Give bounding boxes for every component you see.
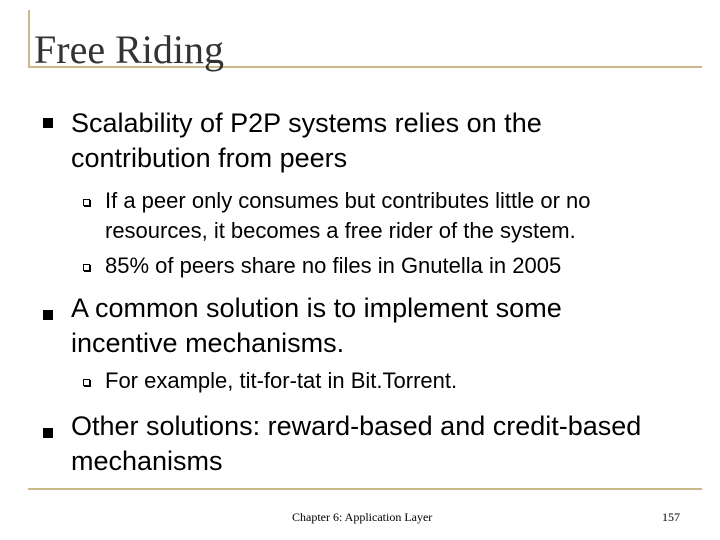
- bullet-text: Other solutions: reward-based and credit-based mechanisms: [71, 411, 642, 476]
- sub-bullet-text: If a peer only consumes but contributes little or no resources, it becomes a free rider of the system.: [105, 188, 591, 243]
- bullet-text: Scalability of P2P systems relies on the contribution from peers: [71, 108, 542, 173]
- footer-rule: [28, 488, 702, 490]
- page-number: 157: [662, 510, 680, 524]
- sub-bullet-marker: [83, 199, 90, 206]
- sub-bullet-text: 85% of peers share no files in Gnutella in 2005: [105, 253, 562, 278]
- bullet-marker: [43, 310, 53, 320]
- sub-bullet-marker: [83, 264, 90, 271]
- sub-bullet-marker: [83, 379, 90, 386]
- footer-chapter-label: Chapter 6: Application Layer: [292, 510, 433, 524]
- bullet-text: A common solution is to implement some incentive mechanisms.: [71, 293, 562, 358]
- slide-title: Free Riding: [34, 27, 224, 72]
- title-frame-left-rule: [28, 10, 30, 66]
- sub-bullet-text: For example, tit-for-tat in Bit.Torrent.: [105, 368, 458, 393]
- bullet-marker: [43, 118, 53, 128]
- bullet-marker: [43, 428, 53, 438]
